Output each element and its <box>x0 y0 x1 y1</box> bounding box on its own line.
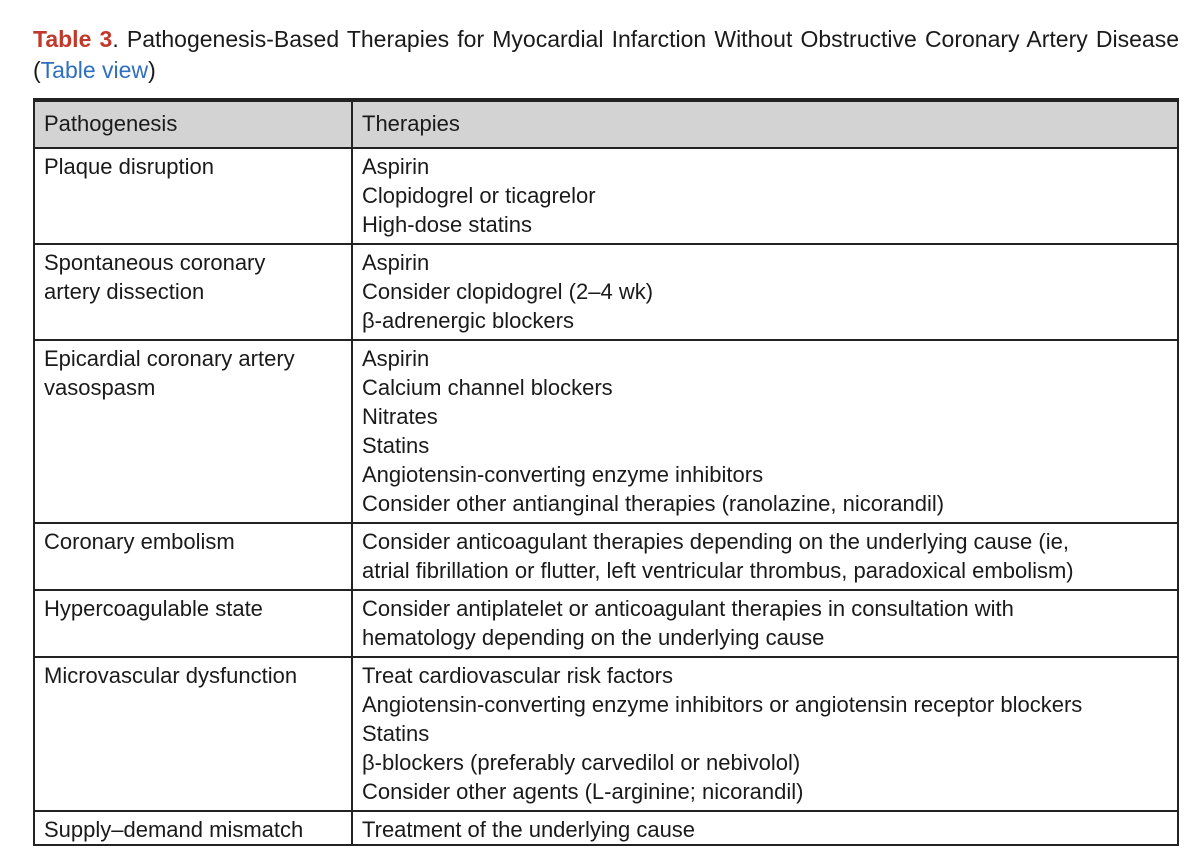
table-row <box>34 657 1178 811</box>
therapy-item: Aspirin <box>362 250 430 275</box>
therapy-item: Consider other agents (L-arginine; nicorandil) <box>362 779 804 804</box>
therapy-item: Treatment of the underlying cause <box>362 817 696 842</box>
therapy-item: atrial fibrillation or flutter, left ventricular thrombus, paradoxical embolism) <box>362 558 1074 583</box>
pathogenesis-cell <box>34 148 352 244</box>
therapies-cell <box>352 523 1178 590</box>
therapy-item: Consider clopidogrel (2–4 wk) <box>362 279 654 304</box>
pathogenesis-cell <box>34 811 352 845</box>
header-therapies: Therapies <box>352 100 1178 148</box>
therapy-item: Statins <box>362 721 430 746</box>
pathogenesis-text: Hypercoagulable state <box>44 596 263 621</box>
therapy-item: Aspirin <box>362 346 430 371</box>
therapies-cell <box>352 657 1178 811</box>
pathogenesis-text: Coronary embolism <box>44 529 235 554</box>
therapy-item: Clopidogrel or ticagrelor <box>362 183 596 208</box>
therapies-cell <box>352 340 1178 523</box>
pathogenesis-text: Supply–demand mismatch <box>44 817 304 842</box>
therapies-cell <box>352 590 1178 657</box>
pathogenesis-text: Microvascular dysfunction <box>44 663 298 688</box>
table-number-label: Table 3 <box>33 26 113 52</box>
pathogenesis-cell <box>34 340 352 523</box>
therapies-cell <box>352 811 1178 845</box>
table-row <box>34 811 1178 845</box>
pathogenesis-cell <box>34 244 352 340</box>
therapy-item: Treat cardiovascular risk factors <box>362 663 673 688</box>
pathogenesis-text: vasospasm <box>44 375 156 400</box>
therapy-item: Consider antiplatelet or anticoagulant therapies in consultation with <box>362 596 1014 621</box>
pathogenesis-cell <box>34 523 352 590</box>
therapy-item: High-dose statins <box>362 212 532 237</box>
therapy-item: β-adrenergic blockers <box>362 308 574 333</box>
table-row <box>34 523 1178 590</box>
pathogenesis-text: Epicardial coronary artery <box>44 346 295 371</box>
therapy-item: Consider other antianginal therapies (ranolazine, nicorandil) <box>362 491 945 516</box>
pathogenesis-text: Spontaneous coronary <box>44 250 266 275</box>
pathogenesis-text: artery dissection <box>44 279 205 304</box>
pathogenesis-cell <box>34 590 352 657</box>
pathogenesis-cell <box>34 657 352 811</box>
therapy-item: Aspirin <box>362 154 430 179</box>
table-row <box>34 244 1178 340</box>
therapy-item: Calcium channel blockers <box>362 375 613 400</box>
table-title: . Pathogenesis-Based Therapies for Myocardial Infarction Without Obstructive Coronary Artery Disease ( <box>33 26 1180 83</box>
therapy-item: Nitrates <box>362 404 438 429</box>
therapies-table <box>33 98 1179 846</box>
therapy-item: Angiotensin-converting enzyme inhibitors or angiotensin receptor blockers <box>362 692 1083 717</box>
therapies-cell <box>352 244 1178 340</box>
table-caption <box>33 24 1179 86</box>
table-header-row <box>34 100 1178 148</box>
header-pathogenesis: Pathogenesis <box>34 100 352 148</box>
therapy-item: hematology depending on the underlying cause <box>362 625 825 650</box>
table-view-link[interactable]: Table view <box>40 57 149 83</box>
pathogenesis-text: Plaque disruption <box>44 154 215 179</box>
caption-close-paren: ) <box>148 57 156 83</box>
table-row <box>34 590 1178 657</box>
therapy-item: β-blockers (preferably carvedilol or nebivolol) <box>362 750 801 775</box>
table-row <box>34 148 1178 244</box>
therapies-cell <box>352 148 1178 244</box>
table-row <box>34 340 1178 523</box>
therapy-item: Consider anticoagulant therapies depending on the underlying cause (ie, <box>362 529 1069 554</box>
therapy-item: Angiotensin-converting enzyme inhibitors <box>362 462 764 487</box>
therapy-item: Statins <box>362 433 430 458</box>
